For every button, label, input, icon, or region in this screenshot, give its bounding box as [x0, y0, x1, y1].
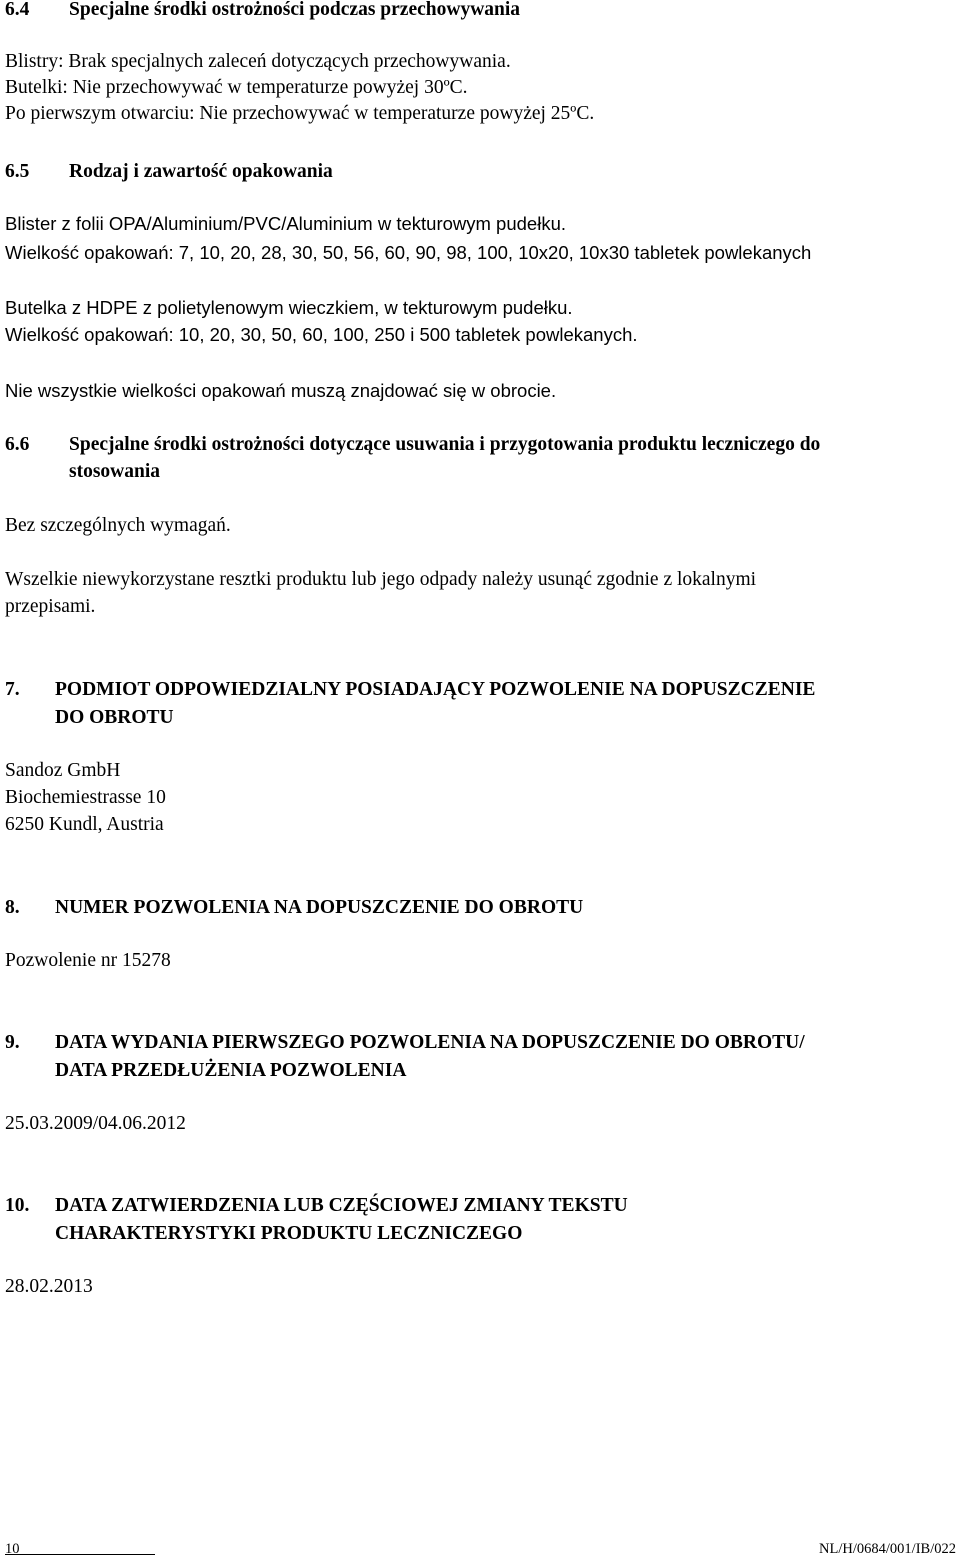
- section-title-line2: stosowania: [69, 461, 161, 482]
- section-number: 6.5: [5, 161, 30, 182]
- section-7-heading: [5, 676, 816, 728]
- section-number: 7.: [5, 679, 20, 700]
- section-title: Specjalne środki ostrożności podczas przechowywania: [69, 0, 521, 20]
- storage-blisters: Blistry: Brak specjalnych zaleceń dotyczących przechowywania.: [5, 51, 511, 72]
- section-6-4-heading: [5, 0, 521, 23]
- section-title-line2: CHARAKTERYSTYKI PRODUKTU LECZNICZEGO: [55, 1223, 523, 1244]
- section-title-line2: DATA PRZEDŁUŻENIA POZWOLENIA: [55, 1060, 407, 1081]
- section-title-line1: DATA ZATWIERDZENIA LUB CZĘŚCIOWEJ ZMIANY TEKSTU: [55, 1195, 628, 1216]
- authorization-dates: 25.03.2009/04.06.2012: [5, 1113, 186, 1134]
- section-10-heading: [5, 1192, 628, 1244]
- section-6-6-heading: [5, 432, 821, 482]
- page-number: 10: [5, 1541, 20, 1557]
- storage-after-opening: Po pierwszym otwarciu: Nie przechowywać w temperaturze powyżej 25ºC.: [5, 103, 595, 124]
- package-bottle: Butelka z HDPE z polietylenowym wieczkiem, w tekturowym pudełku.: [5, 297, 573, 318]
- authorization-number: Pozwolenie nr 15278: [5, 950, 171, 971]
- section-number: 8.: [5, 897, 20, 918]
- footer-rule: [5, 1554, 155, 1555]
- section-number: 9.: [5, 1032, 20, 1053]
- section-title-line1: DATA WYDANIA PIERWSZEGO POZWOLENIA NA DOPUSZCZENIE DO OBROTU/: [55, 1032, 805, 1053]
- package-availability-note: Nie wszystkie wielkości opakowań muszą znajdować się w obrocie.: [5, 380, 557, 401]
- document-code: NL/H/0684/001/IB/022: [819, 1541, 956, 1557]
- holder-name: Sandoz GmbH: [5, 760, 121, 781]
- section-title-line1: PODMIOT ODPOWIEDZIALNY POSIADAJĄCY POZWOLENIE NA DOPUSZCZENIE: [55, 679, 816, 700]
- text-revision-date: 28.02.2013: [5, 1276, 93, 1297]
- section-8-heading: [5, 894, 584, 922]
- section-9-heading: [5, 1029, 805, 1081]
- package-bottle-sizes: Wielkość opakowań: 10, 20, 30, 50, 60, 100, 250 i 500 tabletek powlekanych.: [5, 324, 638, 345]
- disposal-requirements: Bez szczególnych wymagań.: [5, 515, 231, 536]
- disposal-instructions-line1: Wszelkie niewykorzystane resztki produktu lub jego odpady należy usunąć zgodnie z lokalnymi: [5, 569, 757, 590]
- holder-street: Biochemiestrasse 10: [5, 787, 166, 808]
- section-title: NUMER POZWOLENIA NA DOPUSZCZENIE DO OBROTU: [55, 897, 584, 918]
- disposal-instructions-line2: przepisami.: [5, 596, 96, 617]
- section-title-line2: DO OBROTU: [55, 707, 174, 728]
- section-number: 10.: [5, 1195, 30, 1216]
- section-title-line1: Specjalne środki ostrożności dotyczące usuwania i przygotowania produktu leczniczego do: [69, 434, 821, 455]
- holder-city-country: 6250 Kundl, Austria: [5, 814, 164, 835]
- storage-bottles: Butelki: Nie przechowywać w temperaturze powyżej 30ºC.: [5, 77, 468, 98]
- package-blister: Blister z folii OPA/Aluminium/PVC/Aluminium w tekturowym pudełku.: [5, 213, 566, 234]
- section-title: Rodzaj i zawartość opakowania: [69, 161, 333, 182]
- section-number: 6.6: [5, 434, 30, 455]
- section-6-5-heading: [5, 159, 333, 185]
- section-number: 6.4: [5, 0, 30, 20]
- package-blister-sizes: Wielkość opakowań: 7, 10, 20, 28, 30, 50, 56, 60, 90, 98, 100, 10x20, 10x30 tabletek powlekanych: [5, 242, 812, 263]
